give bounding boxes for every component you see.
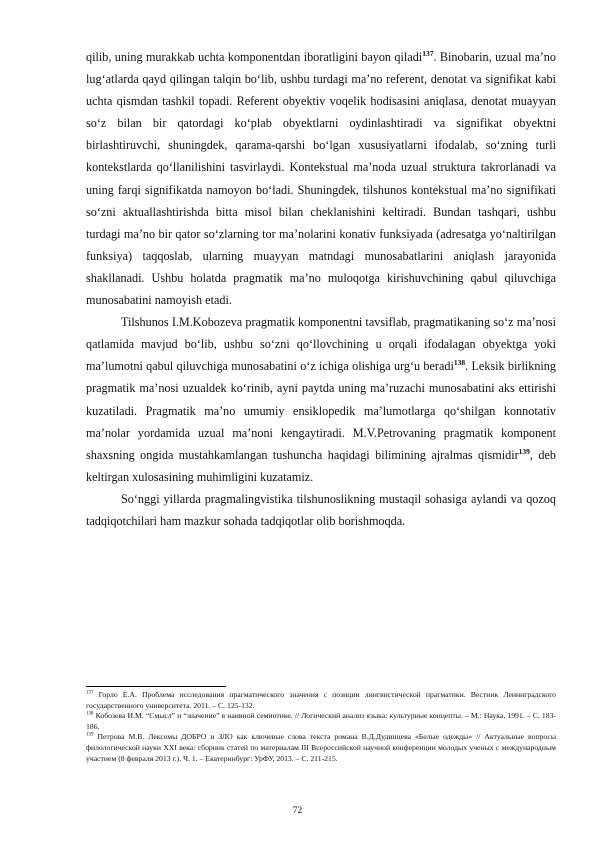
paragraph-1 bbox=[86, 46, 556, 311]
footnotes bbox=[86, 690, 556, 764]
footnote-text: Кобозева И.М. “Смысл” и “значение” в наивной семиотике. // Логический анализ языка: культурные концепты. – М.: Наука, 1991. – С. 183-186. bbox=[86, 711, 556, 731]
footnote-number: 137 bbox=[86, 690, 94, 696]
footnote-ref-137[interactable]: 137 bbox=[422, 48, 434, 58]
footnote-138 bbox=[86, 711, 556, 732]
footnote-separator bbox=[86, 686, 226, 687]
footnote-137 bbox=[86, 690, 556, 711]
paragraph-2-text-end: , deb keltirgan xulosasining muhimligini kuzatamiz. bbox=[86, 447, 556, 484]
paragraph-2-text: Tilshunos I.M.Kobozeva pragmatik komponentni tavsiflab, pragmatikaning so‘z ma’nosi qatlamida mavjud bo‘lib, ushbu so‘zni qo‘llovchining u orqali ifodalagan obyektga yoki ma’lumotni qabul qiluvchiga munosabatini o‘z ichiga olishiga urg‘u beradi bbox=[86, 315, 556, 374]
paragraph-1-text: qilib, uning murakkab uchta komponentdan iboratligini bayon qiladi bbox=[86, 50, 423, 64]
paragraph-3 bbox=[86, 488, 556, 532]
footnote-ref-139[interactable]: 139 bbox=[518, 446, 530, 456]
paragraph-2-text-cont: . Leksik birlikning pragmatik ma’nosi uzualdek ko‘rinib, ayni paytda uning ma’ruzachi munosabatini aks ettirishi kuzatiladi. Pragmatik ma’no umumiy ensiklopedik ma’lumotlarga qo‘shilgan konnotativ ma’nolar yordamida uzual ma’noni kengaytiradi. M.V.Petrovaning pragmatik komponent shaxsning ongida mustahkamlangan tushuncha haqidagi bilimining ajralmas qismidir bbox=[86, 359, 556, 462]
paragraph-3-text: So‘nggi yillarda pragmalingvistika tilshunoslikning mustaqil sohasiga aylandi va qozoq tadqiqotchilari ham mazkur sohada tadqiqotlar olib borishmoqda. bbox=[86, 491, 556, 528]
footnote-number: 139 bbox=[86, 732, 94, 738]
footnote-ref-138[interactable]: 138 bbox=[453, 358, 466, 368]
page-number: 72 bbox=[292, 806, 303, 816]
main-text bbox=[86, 46, 556, 532]
paragraph-1-text-cont: . Binobarin, uzual ma’no lug‘atlarda qayd qilingan talqin bo‘lib, ushbu turdagi ma’no referent, denotat va signifikat kabi uchta qismdan tashkil topadi. Referent obyektiv voqelik hodisasini aniqlasa, denotat muayyan so‘z bilan bir qatordagi ko‘plab obyektlarni oydinlashtiradi va signifikat obyektni birlashtiruvchi, shuningdek, qarama-qarshi bo‘lgan xususiyatlarni ifodalab, so‘zning turli kontekstlarda qo‘llanilishini tasvirlaydi. Kontekstual ma’noda uzual struktura takrorlanadi va uning farqi signifikatda namoyon bo‘ladi. Shuningdek, tilshunos kontekstual ma’no signifikati so‘zni aktuallashtirishda bitta misol bilan cheklanishini keltiradi. Bundan tashqari, ushbu turdagi ma’no bir qator so‘zlarning tor ma’nolarini konativ funksiyada (adresatga yo‘naltirilgan funksiya) taqqoslab, ularning muayyan matndagi munosabatlarini aniqlash jarayonida shakllanadi. Ushbu holatda pragmatik ma’no muloqotga kirishuvchining qabul qiluvchiga munosabatini namoyish etadi. bbox=[86, 50, 556, 308]
footnote-number: 138 bbox=[86, 711, 94, 717]
paragraph-2 bbox=[86, 311, 556, 488]
footnote-139 bbox=[86, 732, 556, 764]
footnote-text: Горло Е.А. Проблема исследования прагматического значения с позиции лингвистической прагматики. Вестник Ленинградского государственного университета. 2011. – С. 125-132. bbox=[86, 690, 556, 710]
footnote-text: Петрова М.В. Лексемы ДОБРО и ЗЛО как ключевые слова текста романа В.Д.Дудинцева «Белые одежды» // Актуальные вопросы филологической науки XXI века: сборник статей по материалам III Всероссийской научной конференции молодых ученых с международным участием (8 февраля 2013 г.). Ч. 1. – Екатеринбург: УрФУ, 2013. – С. 211-215. bbox=[86, 732, 557, 763]
